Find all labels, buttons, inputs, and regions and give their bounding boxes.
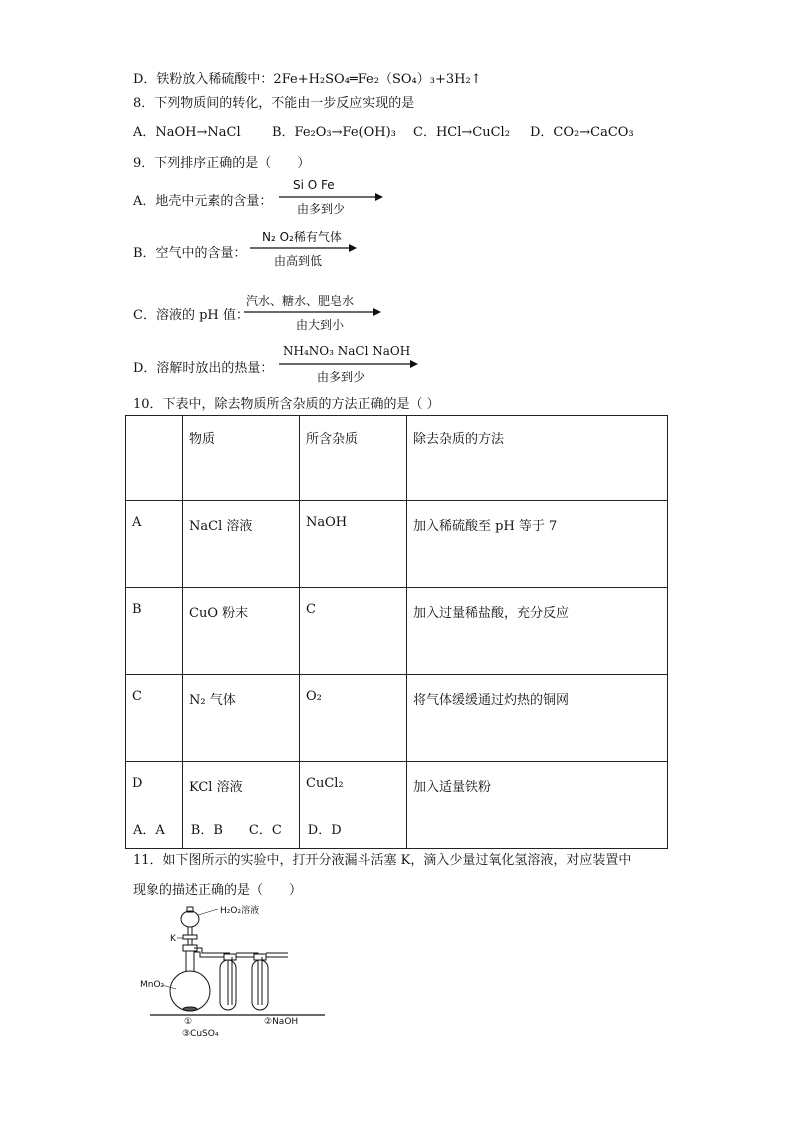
table-row bbox=[126, 501, 668, 588]
mno2-label: MnO₂ bbox=[140, 980, 165, 990]
q9-option-b-label: B．空气中的含量： bbox=[133, 246, 247, 261]
q9-d-arrow-bottom: 由多到少 bbox=[317, 370, 366, 384]
q8-option-d: D．CO₂→CaCO₃ bbox=[530, 125, 634, 140]
table-header-cell: 所含杂质 bbox=[300, 416, 407, 501]
cuso4-label: ③CuSO₄ bbox=[182, 1029, 219, 1039]
table-cell: C bbox=[300, 588, 407, 675]
q9-option-d-label: D．溶解时放出的热量： bbox=[133, 361, 274, 376]
q9-a-arrow-top: Si O Fe bbox=[293, 178, 335, 192]
separatory-funnel-icon bbox=[181, 907, 199, 945]
q9-b-arrow-bottom: 由高到低 bbox=[274, 254, 323, 268]
table-cell: 加入稀硫酸至 pH 等于 7 bbox=[407, 501, 668, 588]
q10-table bbox=[125, 415, 668, 849]
table-header-cell: 除去杂质的方法 bbox=[407, 416, 668, 501]
q9-d-arrow-top: NH₄NO₃ NaCl NaOH bbox=[283, 344, 411, 358]
q9-option-a-arrow bbox=[279, 178, 384, 218]
table-cell: CuCl₂ bbox=[300, 762, 407, 849]
table-cell: B bbox=[126, 588, 183, 675]
q11-stem-line2: 现象的描述正确的是（ ） bbox=[133, 883, 303, 898]
flask-icon bbox=[170, 945, 210, 1011]
table-cell: C bbox=[126, 675, 183, 762]
q9-option-c-arrow bbox=[244, 292, 382, 334]
q10-answer-options: A．A B．B C．C D．D bbox=[133, 823, 342, 838]
q9-stem: 9．下列排序正确的是（ ） bbox=[133, 156, 311, 171]
h2o2-label: H₂O₂溶液 bbox=[220, 906, 260, 916]
table-header-row bbox=[126, 416, 668, 501]
q9-a-arrow-bottom: 由多到少 bbox=[297, 202, 346, 216]
q8-stem: 8．下列物质间的转化，不能由一步反应实现的是 bbox=[133, 96, 415, 111]
q9-c-arrow-bottom: 由大到小 bbox=[296, 318, 345, 332]
table-cell: D bbox=[126, 762, 183, 849]
table-cell: KCl 溶液 bbox=[183, 762, 300, 849]
q9-c-arrow-top: 汽水、糖水、肥皂水 bbox=[246, 294, 355, 308]
table-cell: 加入适量铁粉 bbox=[407, 762, 668, 849]
table-cell: A bbox=[126, 501, 183, 588]
circle1-label: ① bbox=[184, 1017, 193, 1027]
q9-b-arrow-top: N₂ O₂稀有气体 bbox=[262, 230, 342, 244]
table-cell: NaOH bbox=[300, 501, 407, 588]
q8-option-c: C．HCl→CuCl₂ bbox=[413, 125, 510, 140]
table-row bbox=[126, 675, 668, 762]
table-cell: N₂ 气体 bbox=[183, 675, 300, 762]
q8-options bbox=[133, 121, 634, 140]
q10-stem: 10．下表中，除去物质所含杂质的方法正确的是（ ） bbox=[133, 397, 440, 412]
q9-option-d-arrow bbox=[279, 344, 419, 386]
table-cell: NaCl 溶液 bbox=[183, 501, 300, 588]
q7-option-d: D．铁粉放入稀硫酸中：2Fe+H₂SO₄═Fe₂（SO₄）₃+3H₂↑ bbox=[133, 72, 482, 87]
q9-option-a-label: A．地壳中元素的含量： bbox=[133, 194, 273, 209]
table-row bbox=[126, 588, 668, 675]
q11-apparatus-diagram bbox=[140, 905, 340, 1045]
naoh-label: ②NaOH bbox=[264, 1017, 299, 1027]
table-cell: CuO 粉末 bbox=[183, 588, 300, 675]
table-cell: O₂ bbox=[300, 675, 407, 762]
q8-option-b: B．Fe₂O₃→Fe(OH)₃ bbox=[272, 125, 396, 140]
table-cell: 将气体缓缓通过灼热的铜网 bbox=[407, 675, 668, 762]
table-header-cell bbox=[126, 416, 183, 501]
q8-option-a: A．NaOH→NaCl bbox=[133, 125, 241, 140]
valve-k-label: K bbox=[170, 934, 176, 944]
q9-option-c-label: C．溶液的 pH 值： bbox=[133, 308, 249, 323]
q11-stem-line1: 11．如下图所示的实验中，打开分液漏斗活塞 K，滴入少量过氧化氢溶液，对应装置中 bbox=[133, 853, 632, 868]
table-header-cell: 物质 bbox=[183, 416, 300, 501]
delivery-tube-icon bbox=[194, 948, 288, 1010]
q9-option-b-arrow bbox=[250, 228, 358, 270]
table-cell: 加入过量稀盐酸，充分反应 bbox=[407, 588, 668, 675]
